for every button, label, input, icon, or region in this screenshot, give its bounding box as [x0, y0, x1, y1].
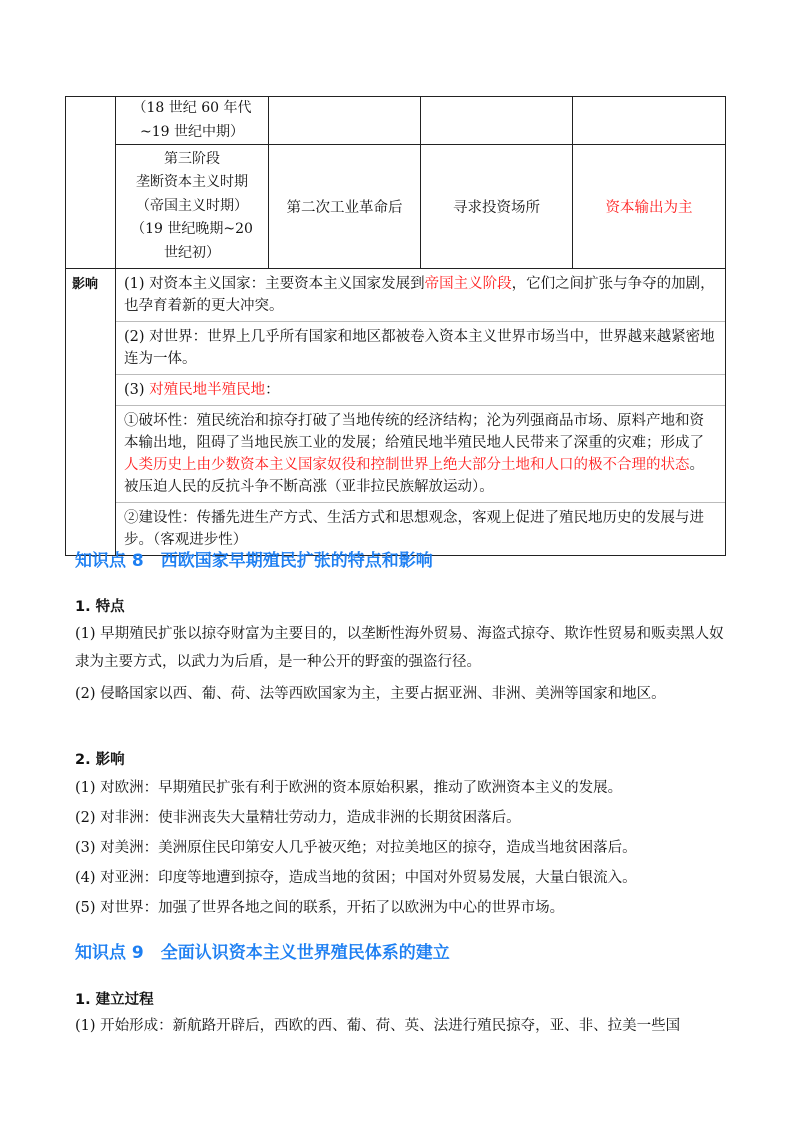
impact-highlight: 对殖民地半殖民地 [149, 382, 266, 398]
background-cell: 第二次工业革命后 [269, 145, 421, 269]
impact-text: ，它们之间扩张与争夺的加剧，也孕育着新的更大冲突。 [124, 276, 715, 314]
impact-text: (1) 对资本主义国家：主要资本主义国家发展到 [124, 276, 425, 292]
impact-paragraph [116, 269, 725, 321]
impact-highlight: 人类历史上由少数资本主义国家奴役和控制世界上绝大部分土地和人口的极不合理的状态 [124, 457, 690, 473]
stage-line: 垄断资本主义时期 [136, 174, 248, 191]
impact-text: ①破坏性：殖民统治和掠夺打破了当地传统的经济结构；沦为列强商品市场、原料产地和资本输出地，阻碍了当地民族工业的发展；给殖民地半殖民地人民带来了深重的灾难；形成了 [124, 413, 704, 451]
impact-cell [116, 269, 726, 556]
impact-paragraph [116, 321, 725, 374]
subheading-impact: 2. 影响 [75, 752, 125, 768]
stage-line: ~19 世纪中期） [140, 123, 244, 140]
paragraph: (5) 对世界：加强了世界各地之间的联系，开拓了以欧洲为中心的世界市场。 [75, 900, 565, 916]
impact-highlight: 帝国主义阶段 [424, 276, 512, 292]
stage-line: （帝国主义时期） [136, 197, 248, 214]
subheading-process: 1. 建立过程 [75, 992, 154, 1008]
impact-paragraph [116, 374, 725, 405]
paragraph: (4) 对亚洲：印度等地遭到掠夺，造成当地的贫困；中国对外贸易发展，大量白银流入。 [75, 870, 637, 886]
subheading-features: 1. 特点 [75, 599, 125, 615]
impact-text: ： [265, 382, 280, 398]
table-cell [573, 97, 726, 145]
paragraph: (2) 对非洲：使非洲丧失大量精壮劳动力，造成非洲的长期贫困落后。 [75, 810, 521, 826]
impact-text: ②建设性：传播先进生产方式、生活方式和思想观念，客观上促进了殖民地历史的发展与进步。（客观进步性） [124, 510, 704, 548]
paragraph: (1) 早期殖民扩张以掠夺财富为主要目的，以垄断性海外贸易、海盗式掠夺、欺诈性贸易和贩卖黑人奴隶为主要方式，以武力为后盾，是一种公开的野蛮的强盗行径。 [75, 626, 724, 670]
impact-paragraph [116, 405, 725, 502]
impact-text: (3) [124, 382, 150, 398]
table-row [66, 269, 726, 556]
stage-cell [116, 97, 269, 145]
impact-text: (2) 对世界：世界上几乎所有国家和地区都被卷入资本主义世界市场当中，世界越来越紧密地连为一体。 [124, 329, 715, 367]
table-row [66, 97, 726, 145]
section-title-k9: 知识点 9 全面认识资本主义世界殖民体系的建立 [75, 943, 450, 963]
paragraph: (3) 对美洲：美洲原住民印第安人几乎被灭绝；对拉美地区的掠夺，造成当地贫困落后。 [75, 840, 637, 856]
table-cell [421, 97, 573, 145]
paragraph: (2) 侵略国家以西、葡、荷、法等西欧国家为主，主要占据亚洲、非洲、美洲等国家和地区。 [75, 686, 666, 702]
paragraph: (1) 开始形成：新航路开辟后，西欧的西、葡、荷、英、法进行殖民掠夺，亚、非、拉美一些国 [75, 1018, 681, 1034]
colonial-expansion-table [65, 96, 726, 556]
stage-line: 第三阶段 [164, 150, 220, 167]
stage-line: 世纪初） [164, 244, 220, 261]
table-row [66, 145, 726, 269]
impact-text: 。被压迫人民的反抗斗争不断高涨（亚非拉民族解放运动）。 [124, 457, 704, 495]
stage-line: （18 世纪 60 年代 [132, 100, 252, 116]
stage-cell [116, 145, 269, 269]
section-title-k8: 知识点 8 西欧国家早期殖民扩张的特点和影响 [75, 551, 433, 571]
impact-label: 影响 [66, 269, 116, 556]
method-cell: 资本输出为主 [573, 145, 726, 269]
table-cell [269, 97, 421, 145]
stage-line: （19 世纪晚期~20 [131, 221, 253, 238]
paragraph: (1) 对欧洲：早期殖民扩张有利于欧洲的资本原始积累，推动了欧洲资本主义的发展。 [75, 780, 623, 796]
table-cell [66, 97, 116, 269]
purpose-cell: 寻求投资场所 [421, 145, 573, 269]
